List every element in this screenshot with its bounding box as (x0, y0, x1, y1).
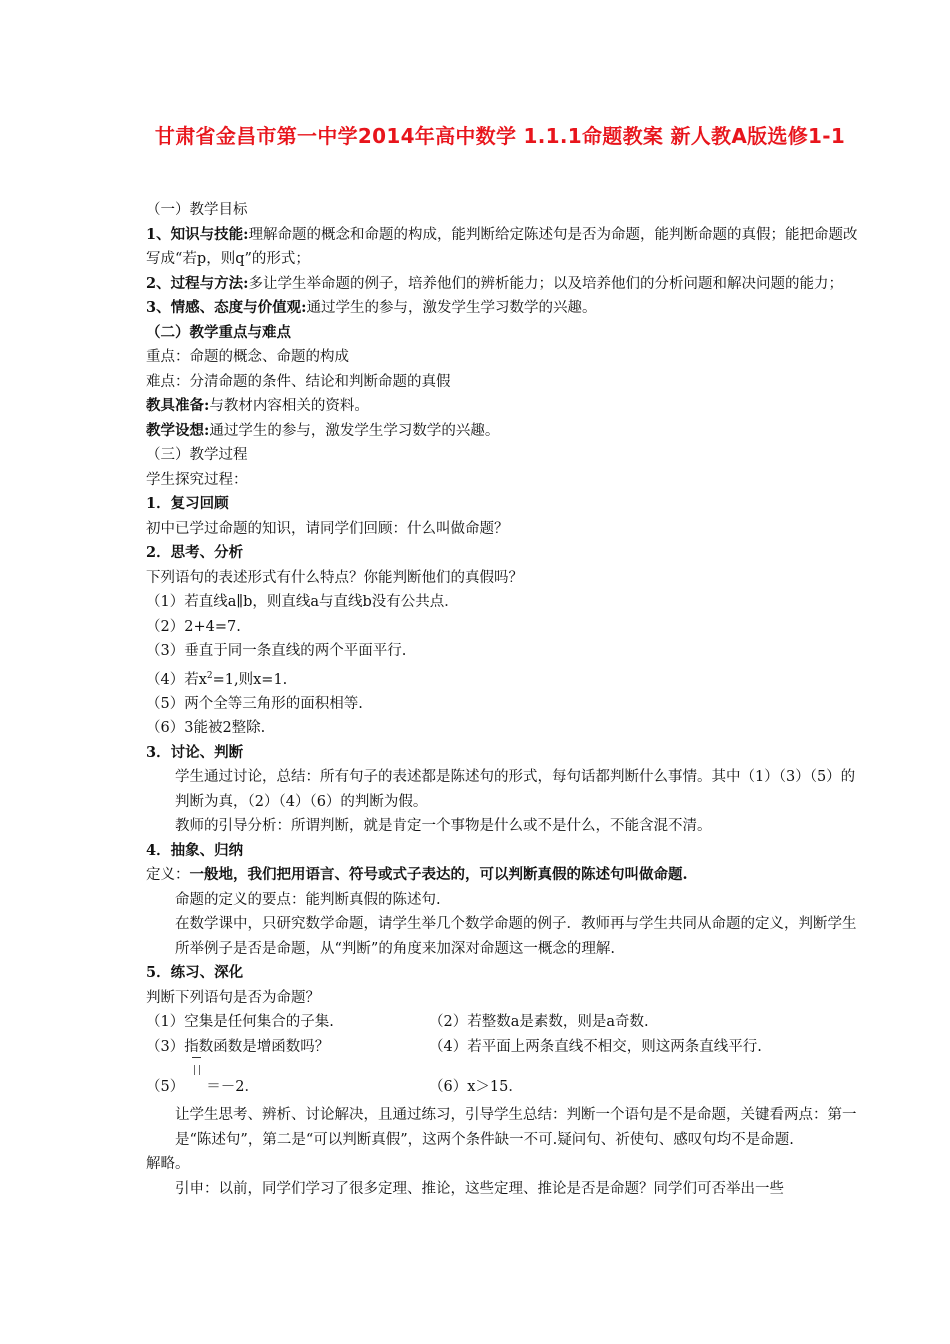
text: ＝－2． (206, 1078, 259, 1095)
text: （5） (146, 1078, 185, 1095)
text: 多让学生举命题的例子，培养他们的辨析能力；以及培养他们的分析问题和解决问题的能力； (248, 275, 843, 292)
list-item: （6）3能被2整除. (146, 720, 266, 737)
paragraph: 引申：以前，同学们学习了很多定理、推论，这些定理、推论是否是命题？同学们可否举出一些 (175, 1180, 784, 1197)
exercise-row (146, 1059, 864, 1103)
subheading: 5．练习、深化 (146, 964, 244, 982)
paragraph: 教师的引导分析：所谓判断，就是肯定一个事物是什么或不是什么，不能含混不清。 (175, 818, 712, 835)
paragraph: 重点：命题的概念、命题的构成 (146, 349, 349, 365)
paragraph: 判断下列语句是否为命题？ (146, 989, 320, 1006)
subheading: 1．复习回顾 (146, 495, 229, 512)
definition (146, 863, 864, 888)
list-item (146, 1059, 429, 1100)
text: （4）若x (146, 671, 207, 688)
section-heading: （三）教学过程 (146, 447, 248, 463)
label: 教学设想: (146, 421, 210, 439)
label: 1、知识与技能: (146, 225, 249, 243)
paragraph: 下列语句的表述形式有什么特点？你能判断他们的真假吗？ (146, 569, 523, 586)
label: 定义： (146, 867, 190, 884)
paragraph: 学生探究过程： (146, 471, 248, 488)
label: 3、情感、态度与价值观: (146, 299, 307, 316)
subheading: 4．抽象、归纳 (146, 841, 244, 859)
formula-image (184, 1059, 206, 1095)
subheading: 2．思考、分析 (146, 544, 244, 561)
paragraph (146, 296, 864, 321)
superscript: 2 (206, 670, 213, 681)
paragraph: 让学生思考、辨析、讨论解决，且通过练习，引导学生总结：判断一个语句是不是命题，关键看两点：第一是“陈述句”，第二是“可以判断真假”，这两个条件缺一不可.疑问句、祈使句、感叹句均不是命题. (175, 1107, 857, 1148)
list-item: （3）指数函数是增函数吗？ (146, 1038, 330, 1055)
list-item: （1）空集是任何集合的子集. (146, 1014, 334, 1031)
section-heading: （二）教学重点与难点 (146, 323, 291, 341)
label: 2、过程与方法: (146, 274, 249, 292)
text: 理解命题的概念和命题的构成，能判断给定陈述句是否为命题，能判断命题的真假；能把命题改写成“若p，则q”的形式； (146, 226, 858, 267)
list-item: （6）x＞15． (429, 1078, 523, 1095)
text: 通过学生的参与，激发学生学习数学的兴趣。 (306, 300, 597, 316)
definition-text: 一般地，我们把用语言、符号或式子表达的，可以判断真假的陈述句叫做命题. (189, 866, 688, 884)
exercise-row (146, 1035, 864, 1060)
document-body (146, 198, 864, 1201)
text: 通过学生的参与，激发学生学习数学的兴趣。 (209, 422, 500, 439)
paragraph: 学生通过讨论，总结：所有句子的表述都是陈述句的形式，每句话都判断什么事情。其中（1）（3）（5）的判断为真，（2）（4）（6）的判断为假。 (175, 769, 856, 810)
list-item: （4）若平面上两条直线不相交，则这两条直线平行. (429, 1038, 762, 1055)
paragraph: 初中已学过命题的知识，请同学们回顾：什么叫做命题？ (146, 520, 509, 537)
list-item: （3）垂直于同一条直线的两个平面平行. (146, 643, 407, 659)
list-item: （5）两个全等三角形的面积相等. (146, 695, 363, 712)
section-heading: （一）教学目标 (146, 202, 248, 218)
list-item: （1）若直线a∥b，则直线a与直线b没有公共点． (146, 594, 459, 610)
label: 教具准备: (146, 397, 210, 414)
text: =1,则x=1. (212, 671, 288, 688)
subheading: 3．讨论、判断 (146, 743, 244, 761)
paragraph (146, 419, 864, 444)
document-title: 甘肃省金昌市第一中学2014年高中数学 1.1.1命题教案 新人教A版选修1-1 (154, 124, 846, 148)
paragraph: 难点：分清命题的条件、结论和判断命题的真假 (146, 373, 451, 390)
paragraph (146, 272, 864, 297)
paragraph: 解略。 (146, 1156, 190, 1173)
text: 与教材内容相关的资料。 (209, 398, 369, 414)
paragraph: 在数学课中，只研究数学命题，请学生举几个数学命题的例子．教师再与学生共同从命题的定义，判断学生所举例子是否是命题，从“判断”的角度来加深对命题这一概念的理解. (175, 916, 857, 957)
paragraph: 命题的定义的要点：能判断真假的陈述句. (175, 891, 441, 908)
paragraph (146, 394, 864, 419)
paragraph (146, 223, 864, 272)
list-item (146, 664, 864, 692)
exercise-row (146, 1010, 864, 1035)
list-item: （2）若整数a是素数，则是a奇数. (429, 1014, 649, 1031)
list-item: （2）2+4=7. (146, 618, 241, 635)
